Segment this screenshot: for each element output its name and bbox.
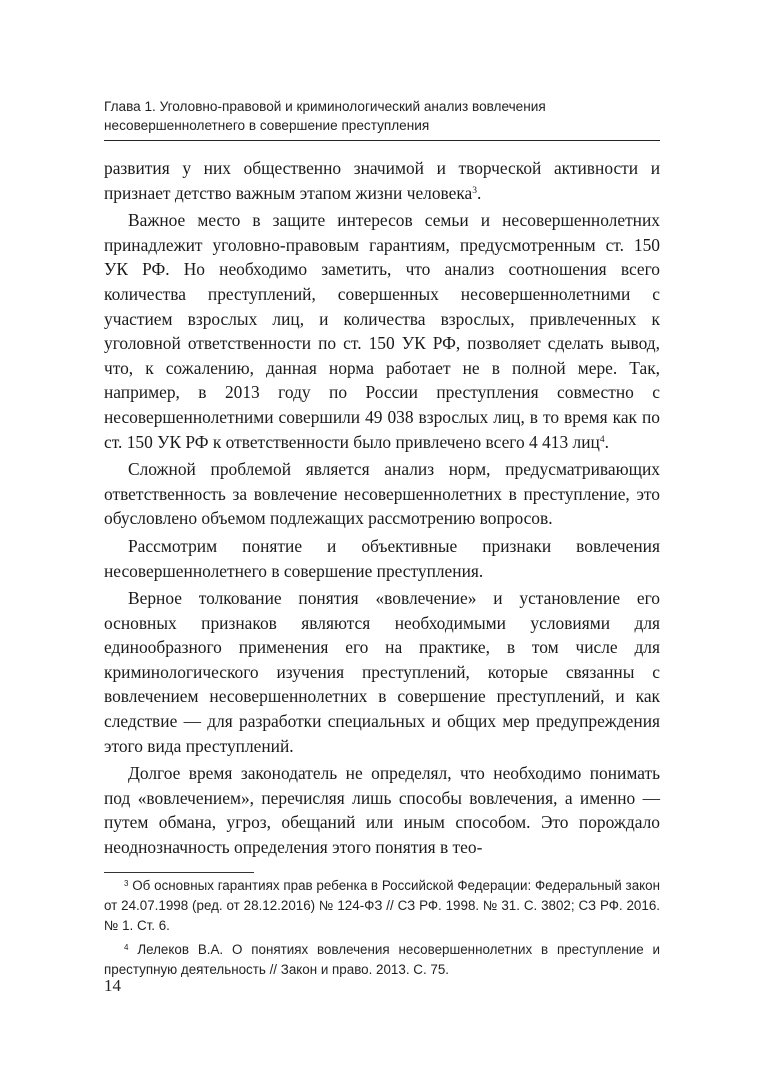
paragraph-1-text: развития у них общественно значимой и творческой активности и признает детство важным этапом жизни человека <box>104 158 660 203</box>
footnotes <box>104 876 660 984</box>
footnote-number: 3 <box>124 879 129 888</box>
paragraph-2: Важное место в защите интересов семьи и несовершеннолетних принадлежит уголовно-правовым гарантиям, предусмотренным ст. 150 УК РФ. Но необходимо заметить, что анализ соотношения всего количества преступлений, совершенных несовершеннолетними с участием взрослых лиц, и количества взрослых, привлеченных к уголовной ответственности по ст. 150 УК РФ, позволяет сделать вывод, что, к сожалению, данная норма работает не в полной мере. Так, например, в 2013 году по России преступления совместно с несовершеннолетними совершили 49 038 взрослых лиц, в то время как по ст. 150 УК РФ к ответственности было привлечено всего 4 413 лиц$^4$. <box>104 210 660 452</box>
footnote-4 <box>104 940 660 980</box>
footnote-ref-4[interactable]: 4 <box>599 434 605 445</box>
paragraph-3: Сложной проблемой является анализ норм, предусматривающих ответственность за вовлечение несовершеннолетних в преступление, это обусловлено объемом подлежащих рассмотрению вопросов. <box>104 459 660 529</box>
footnote-ref-3[interactable]: 3 <box>472 185 478 196</box>
page-number: 14 <box>104 976 121 995</box>
paragraph-4: Рассмотрим понятие и объективные признаки вовлечения несовершеннолетнего в совершение преступления. <box>104 535 660 581</box>
paragraph-2-text: Важное место в защите интересов семьи и несовершеннолетних принадлежит уголовно-правовым гарантиям, предусмотренным ст. 150 УК РФ. Но необходимо заметить, что анализ соотношения всего количества преступлений, совершенных несовершеннолетними с участием взрослых лиц, и количества взрослых, привлеченных к уголовной ответственности по ст. 150 УК РФ, позволяет сделать вывод, что, к сожалению, данная норма работает не в полной мере. Так, например, в 2013 году по России преступления совместно с несовершеннолетними совершили 49 038 взрослых лиц, в то время как по ст. 150 УК РФ к ответственности было привлечено всего 4 413 лиц <box>104 210 660 452</box>
running-head: Глава 1. Уголовно-правовой и криминологический анализ вовлечения несовершеннолетнего в совершение преступления <box>104 99 546 133</box>
footnote-divider <box>104 872 254 873</box>
footnote-3 <box>104 876 660 936</box>
footnote-text: Лелеков В.А. О понятиях вовлечения несовершеннолетних в преступление и преступную деятельность // Закон и право. 2013. С. 75. <box>104 942 660 977</box>
paragraph-5: Верное толкование понятия «вовлечение» и установление его основных признаков являются необходимыми условиями для единообразного применения его на практике, в том числе для криминологического изучения преступлений, которые связанны с вовлечением несовершеннолетних в совершение преступлений, и как следствие — для разработки специальных и общих мер предупреждения этого вида преступлений. <box>104 588 660 756</box>
main-text <box>104 156 660 860</box>
paragraph-1: развития у них общественно значимой и творческой активности и признает детство важным этапом жизни человека$^3$. <box>104 158 660 203</box>
footnote-number: 4 <box>124 943 129 952</box>
footnote-text: Об основных гарантиях прав ребенка в Российской Федерации: Федеральный закон от 24.07.1998 (ред. от 28.12.2016) № 124-ФЗ // СЗ РФ. 1998. № 31. С. 3802; СЗ РФ. 2016. № 1. Ст. 6. <box>104 878 660 933</box>
paragraph-6: Долгое время законодатель не определял, что необходимо понимать под «вовлечением», перечисляя лишь способы вовлечения, а именно — путем обмана, угроз, обещаний или иным способом. Это порождало неоднозначность определения этого понятия в тео- <box>104 763 660 858</box>
header-divider <box>104 140 660 141</box>
